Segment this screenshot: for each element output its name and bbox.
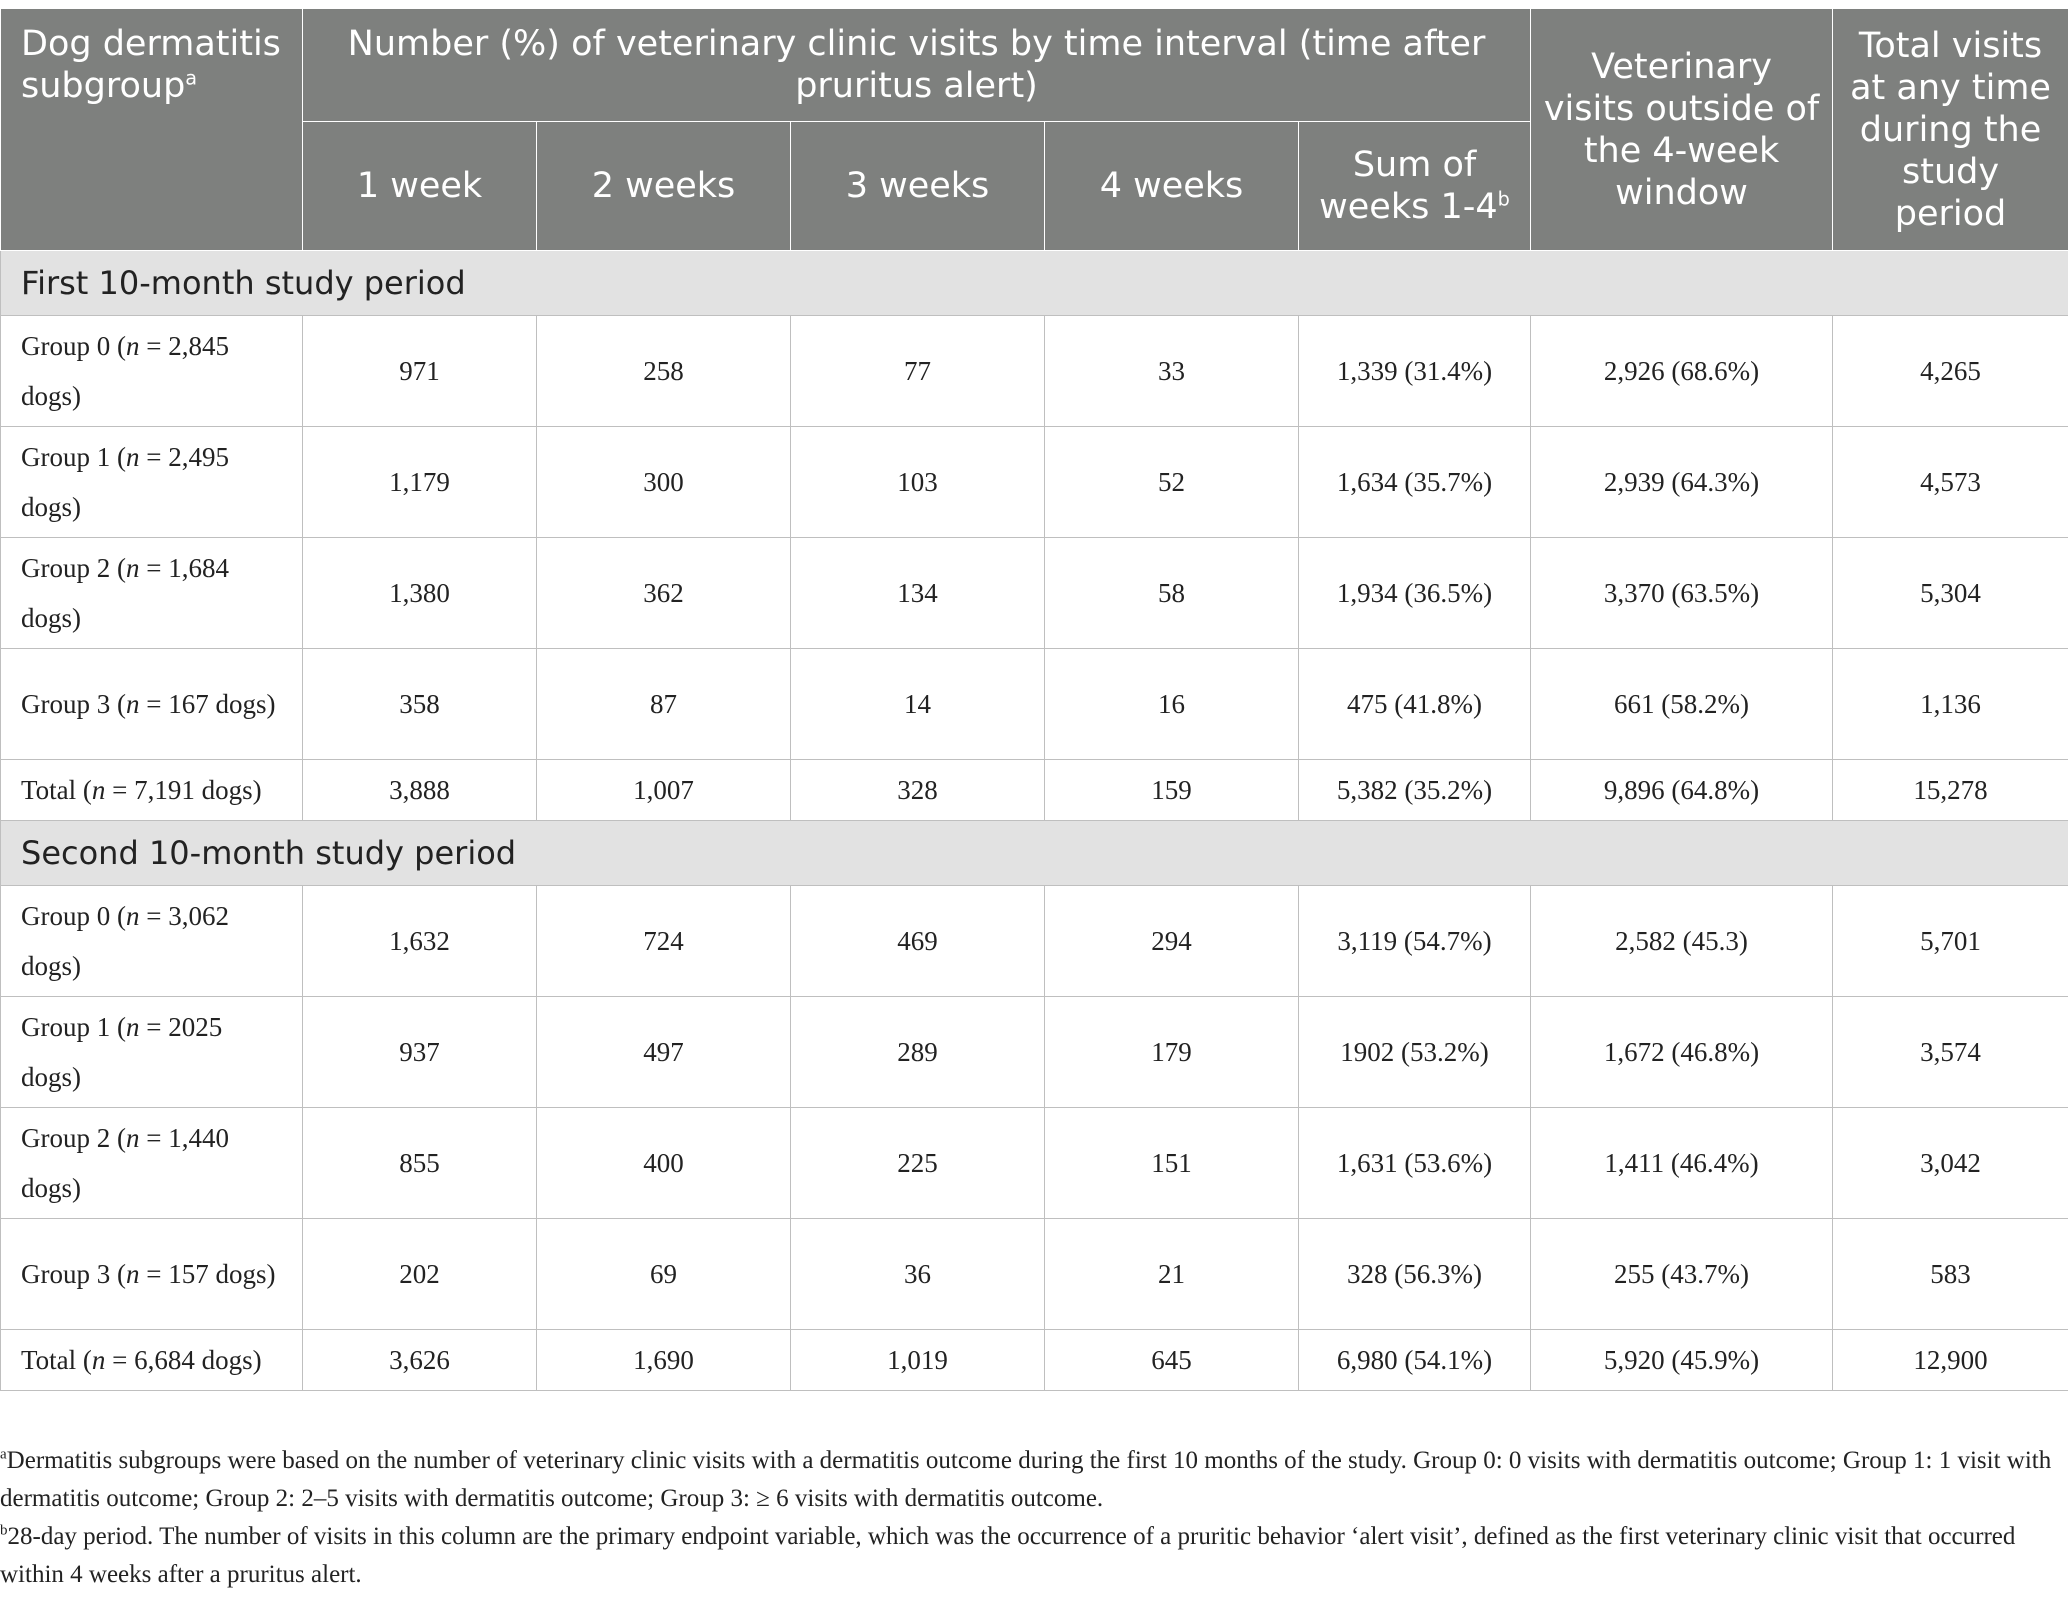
row-label: [1, 1330, 303, 1391]
cell-w3: 289: [791, 997, 1045, 1108]
row-label-prefix: Group 0 (: [21, 331, 126, 361]
cell-outside: 255 (43.7%): [1531, 1219, 1833, 1330]
cell-total: 3,042: [1833, 1108, 2068, 1219]
row-label-n: n: [125, 689, 140, 719]
cell-w4: 58: [1045, 538, 1299, 649]
footnote-a-mark: a: [0, 1446, 7, 1463]
row-label-suffix: = 3,062 dogs): [21, 901, 229, 981]
cell-w4: 21: [1045, 1219, 1299, 1330]
cell-sum: 1,934 (36.5%): [1299, 538, 1531, 649]
cell-w4: 179: [1045, 997, 1299, 1108]
table-row: [1, 997, 2068, 1108]
cell-outside: 5,920 (45.9%): [1531, 1330, 1833, 1391]
cell-w2: 300: [537, 427, 791, 538]
row-label-prefix: Total (: [21, 1345, 92, 1375]
row-label-prefix: Total (: [21, 775, 92, 805]
cell-w1: 937: [303, 997, 537, 1108]
row-label-suffix: = 167 dogs): [139, 689, 276, 719]
row-label: [1, 316, 303, 427]
row-label-suffix: = 2025 dogs): [21, 1012, 223, 1092]
section-row: [1, 251, 2068, 316]
header-week-4: 4 weeks: [1045, 122, 1299, 251]
cell-outside: 2,939 (64.3%): [1531, 427, 1833, 538]
row-label-n: n: [125, 553, 140, 583]
header-week-3: 3 weeks: [791, 122, 1045, 251]
row-label-n: n: [91, 775, 106, 805]
row-label-n: n: [125, 331, 140, 361]
cell-w3: 328: [791, 760, 1045, 821]
cell-w1: 3,888: [303, 760, 537, 821]
row-label: [1, 538, 303, 649]
row-label-n: n: [91, 1345, 106, 1375]
row-label-n: n: [125, 1259, 140, 1289]
cell-sum: 6,980 (54.1%): [1299, 1330, 1531, 1391]
cell-sum: 1,634 (35.7%): [1299, 427, 1531, 538]
cell-w3: 77: [791, 316, 1045, 427]
cell-w4: 294: [1045, 886, 1299, 997]
cell-w1: 3,626: [303, 1330, 537, 1391]
table-container: [0, 8, 2068, 1391]
row-label-n: n: [125, 1123, 140, 1153]
header-sum-text: Sum of weeks 1-4: [1319, 145, 1498, 227]
section-row: [1, 821, 2068, 886]
cell-w1: 202: [303, 1219, 537, 1330]
cell-sum: 1902 (53.2%): [1299, 997, 1531, 1108]
cell-sum: 3,119 (54.7%): [1299, 886, 1531, 997]
cell-total: 1,136: [1833, 649, 2068, 760]
row-label-suffix: = 2,495 dogs): [21, 442, 229, 522]
table-row: [1, 1330, 2068, 1391]
section-title: First 10-month study period: [1, 251, 2068, 316]
row-label-suffix: = 7,191 dogs): [105, 775, 262, 805]
table-row: [1, 1108, 2068, 1219]
cell-w4: 159: [1045, 760, 1299, 821]
cell-w2: 497: [537, 997, 791, 1108]
table-row: [1, 649, 2068, 760]
header-subgroup-sup: a: [185, 66, 198, 90]
table-header: [1, 9, 2068, 251]
header-subgroup-text: Dog dermatitis subgroup: [21, 24, 281, 106]
row-label-prefix: Group 1 (: [21, 1012, 126, 1042]
row-label-prefix: Group 3 (: [21, 689, 126, 719]
cell-sum: 328 (56.3%): [1299, 1219, 1531, 1330]
table-row: [1, 427, 2068, 538]
row-label: [1, 427, 303, 538]
cell-w1: 855: [303, 1108, 537, 1219]
row-label-suffix: = 1,440 dogs): [21, 1123, 229, 1203]
row-label-prefix: Group 3 (: [21, 1259, 126, 1289]
clinic-visits-table: [0, 8, 2068, 1391]
cell-total: 4,573: [1833, 427, 2068, 538]
row-label: [1, 1219, 303, 1330]
row-label: [1, 997, 303, 1108]
row-label-prefix: Group 2 (: [21, 553, 126, 583]
cell-total: 5,304: [1833, 538, 2068, 649]
cell-sum: 475 (41.8%): [1299, 649, 1531, 760]
cell-w2: 87: [537, 649, 791, 760]
cell-w3: 36: [791, 1219, 1045, 1330]
table-row: [1, 538, 2068, 649]
header-sum-sup: b: [1497, 187, 1510, 211]
cell-w2: 1,007: [537, 760, 791, 821]
table-row: [1, 316, 2068, 427]
section-title: Second 10-month study period: [1, 821, 2068, 886]
row-label: [1, 1108, 303, 1219]
footnote-b-text: 28-day period. The number of visits in this column are the primary endpoint variable, which was the occurrence of a pruritic behavior ‘alert visit’, defined as the first veterinary clinic visit that occurred within 4 weeks after a pruritus alert.: [0, 1523, 2016, 1588]
cell-w4: 151: [1045, 1108, 1299, 1219]
cell-w1: 971: [303, 316, 537, 427]
cell-w3: 225: [791, 1108, 1045, 1219]
cell-sum: 5,382 (35.2%): [1299, 760, 1531, 821]
cell-w4: 52: [1045, 427, 1299, 538]
cell-w4: 645: [1045, 1330, 1299, 1391]
row-label-prefix: Group 0 (: [21, 901, 126, 931]
cell-w2: 69: [537, 1219, 791, 1330]
cell-w2: 400: [537, 1108, 791, 1219]
cell-w3: 14: [791, 649, 1045, 760]
cell-outside: 1,672 (46.8%): [1531, 997, 1833, 1108]
cell-w3: 103: [791, 427, 1045, 538]
row-label-suffix: = 157 dogs): [139, 1259, 276, 1289]
footnotes: [0, 1442, 2060, 1594]
cell-sum: 1,631 (53.6%): [1299, 1108, 1531, 1219]
row-label-prefix: Group 1 (: [21, 442, 126, 472]
header-week-1: 1 week: [303, 122, 537, 251]
row-label-n: n: [125, 442, 140, 472]
header-sum-weeks: [1299, 122, 1531, 251]
cell-total: 583: [1833, 1219, 2068, 1330]
cell-w1: 1,632: [303, 886, 537, 997]
cell-w1: 1,380: [303, 538, 537, 649]
table-row: [1, 886, 2068, 997]
row-label-suffix: = 2,845 dogs): [21, 331, 229, 411]
cell-total: 15,278: [1833, 760, 2068, 821]
cell-w2: 1,690: [537, 1330, 791, 1391]
cell-total: 5,701: [1833, 886, 2068, 997]
cell-w3: 134: [791, 538, 1045, 649]
cell-w2: 362: [537, 538, 791, 649]
cell-w2: 258: [537, 316, 791, 427]
header-outside-window: Veterinary visits outside of the 4-week window: [1531, 9, 1833, 251]
cell-total: 12,900: [1833, 1330, 2068, 1391]
row-label: [1, 760, 303, 821]
cell-total: 4,265: [1833, 316, 2068, 427]
cell-outside: 3,370 (63.5%): [1531, 538, 1833, 649]
row-label-n: n: [125, 1012, 140, 1042]
cell-outside: 2,926 (68.6%): [1531, 316, 1833, 427]
header-subgroup: [1, 9, 303, 251]
footnote-a-text: Dermatitis subgroups were based on the number of veterinary clinic visits with a dermatitis outcome during the first 10 months of the study. Group 0: 0 visits with dermatitis outcome; Group 1: 1 visit with dermatitis outcome; Group 2: 2–5 visits with dermatitis outcome; Group 3: ≥ 6 visits with dermatitis outcome.: [0, 1447, 2052, 1512]
cell-outside: 661 (58.2%): [1531, 649, 1833, 760]
cell-w1: 358: [303, 649, 537, 760]
table-row: [1, 1219, 2068, 1330]
cell-w4: 16: [1045, 649, 1299, 760]
cell-w2: 724: [537, 886, 791, 997]
cell-outside: 1,411 (46.4%): [1531, 1108, 1833, 1219]
row-label-n: n: [125, 901, 140, 931]
cell-total: 3,574: [1833, 997, 2068, 1108]
cell-sum: 1,339 (31.4%): [1299, 316, 1531, 427]
footnote-b-mark: b: [0, 1522, 8, 1539]
row-label: [1, 649, 303, 760]
header-visits-by-interval: Number (%) of veterinary clinic visits by time interval (time after pruritus alert): [303, 9, 1531, 122]
row-label-suffix: = 6,684 dogs): [105, 1345, 262, 1375]
header-total-visits: Total visits at any time during the study period: [1833, 9, 2068, 251]
footnote-a: [0, 1442, 2060, 1518]
cell-w3: 1,019: [791, 1330, 1045, 1391]
row-label-prefix: Group 2 (: [21, 1123, 126, 1153]
row-label-suffix: = 1,684 dogs): [21, 553, 229, 633]
header-week-2: 2 weeks: [537, 122, 791, 251]
cell-w4: 33: [1045, 316, 1299, 427]
row-label: [1, 886, 303, 997]
table-row: [1, 760, 2068, 821]
cell-outside: 9,896 (64.8%): [1531, 760, 1833, 821]
table-body: [1, 251, 2068, 1391]
cell-outside: 2,582 (45.3): [1531, 886, 1833, 997]
cell-w3: 469: [791, 886, 1045, 997]
footnote-b: [0, 1518, 2060, 1594]
cell-w1: 1,179: [303, 427, 537, 538]
